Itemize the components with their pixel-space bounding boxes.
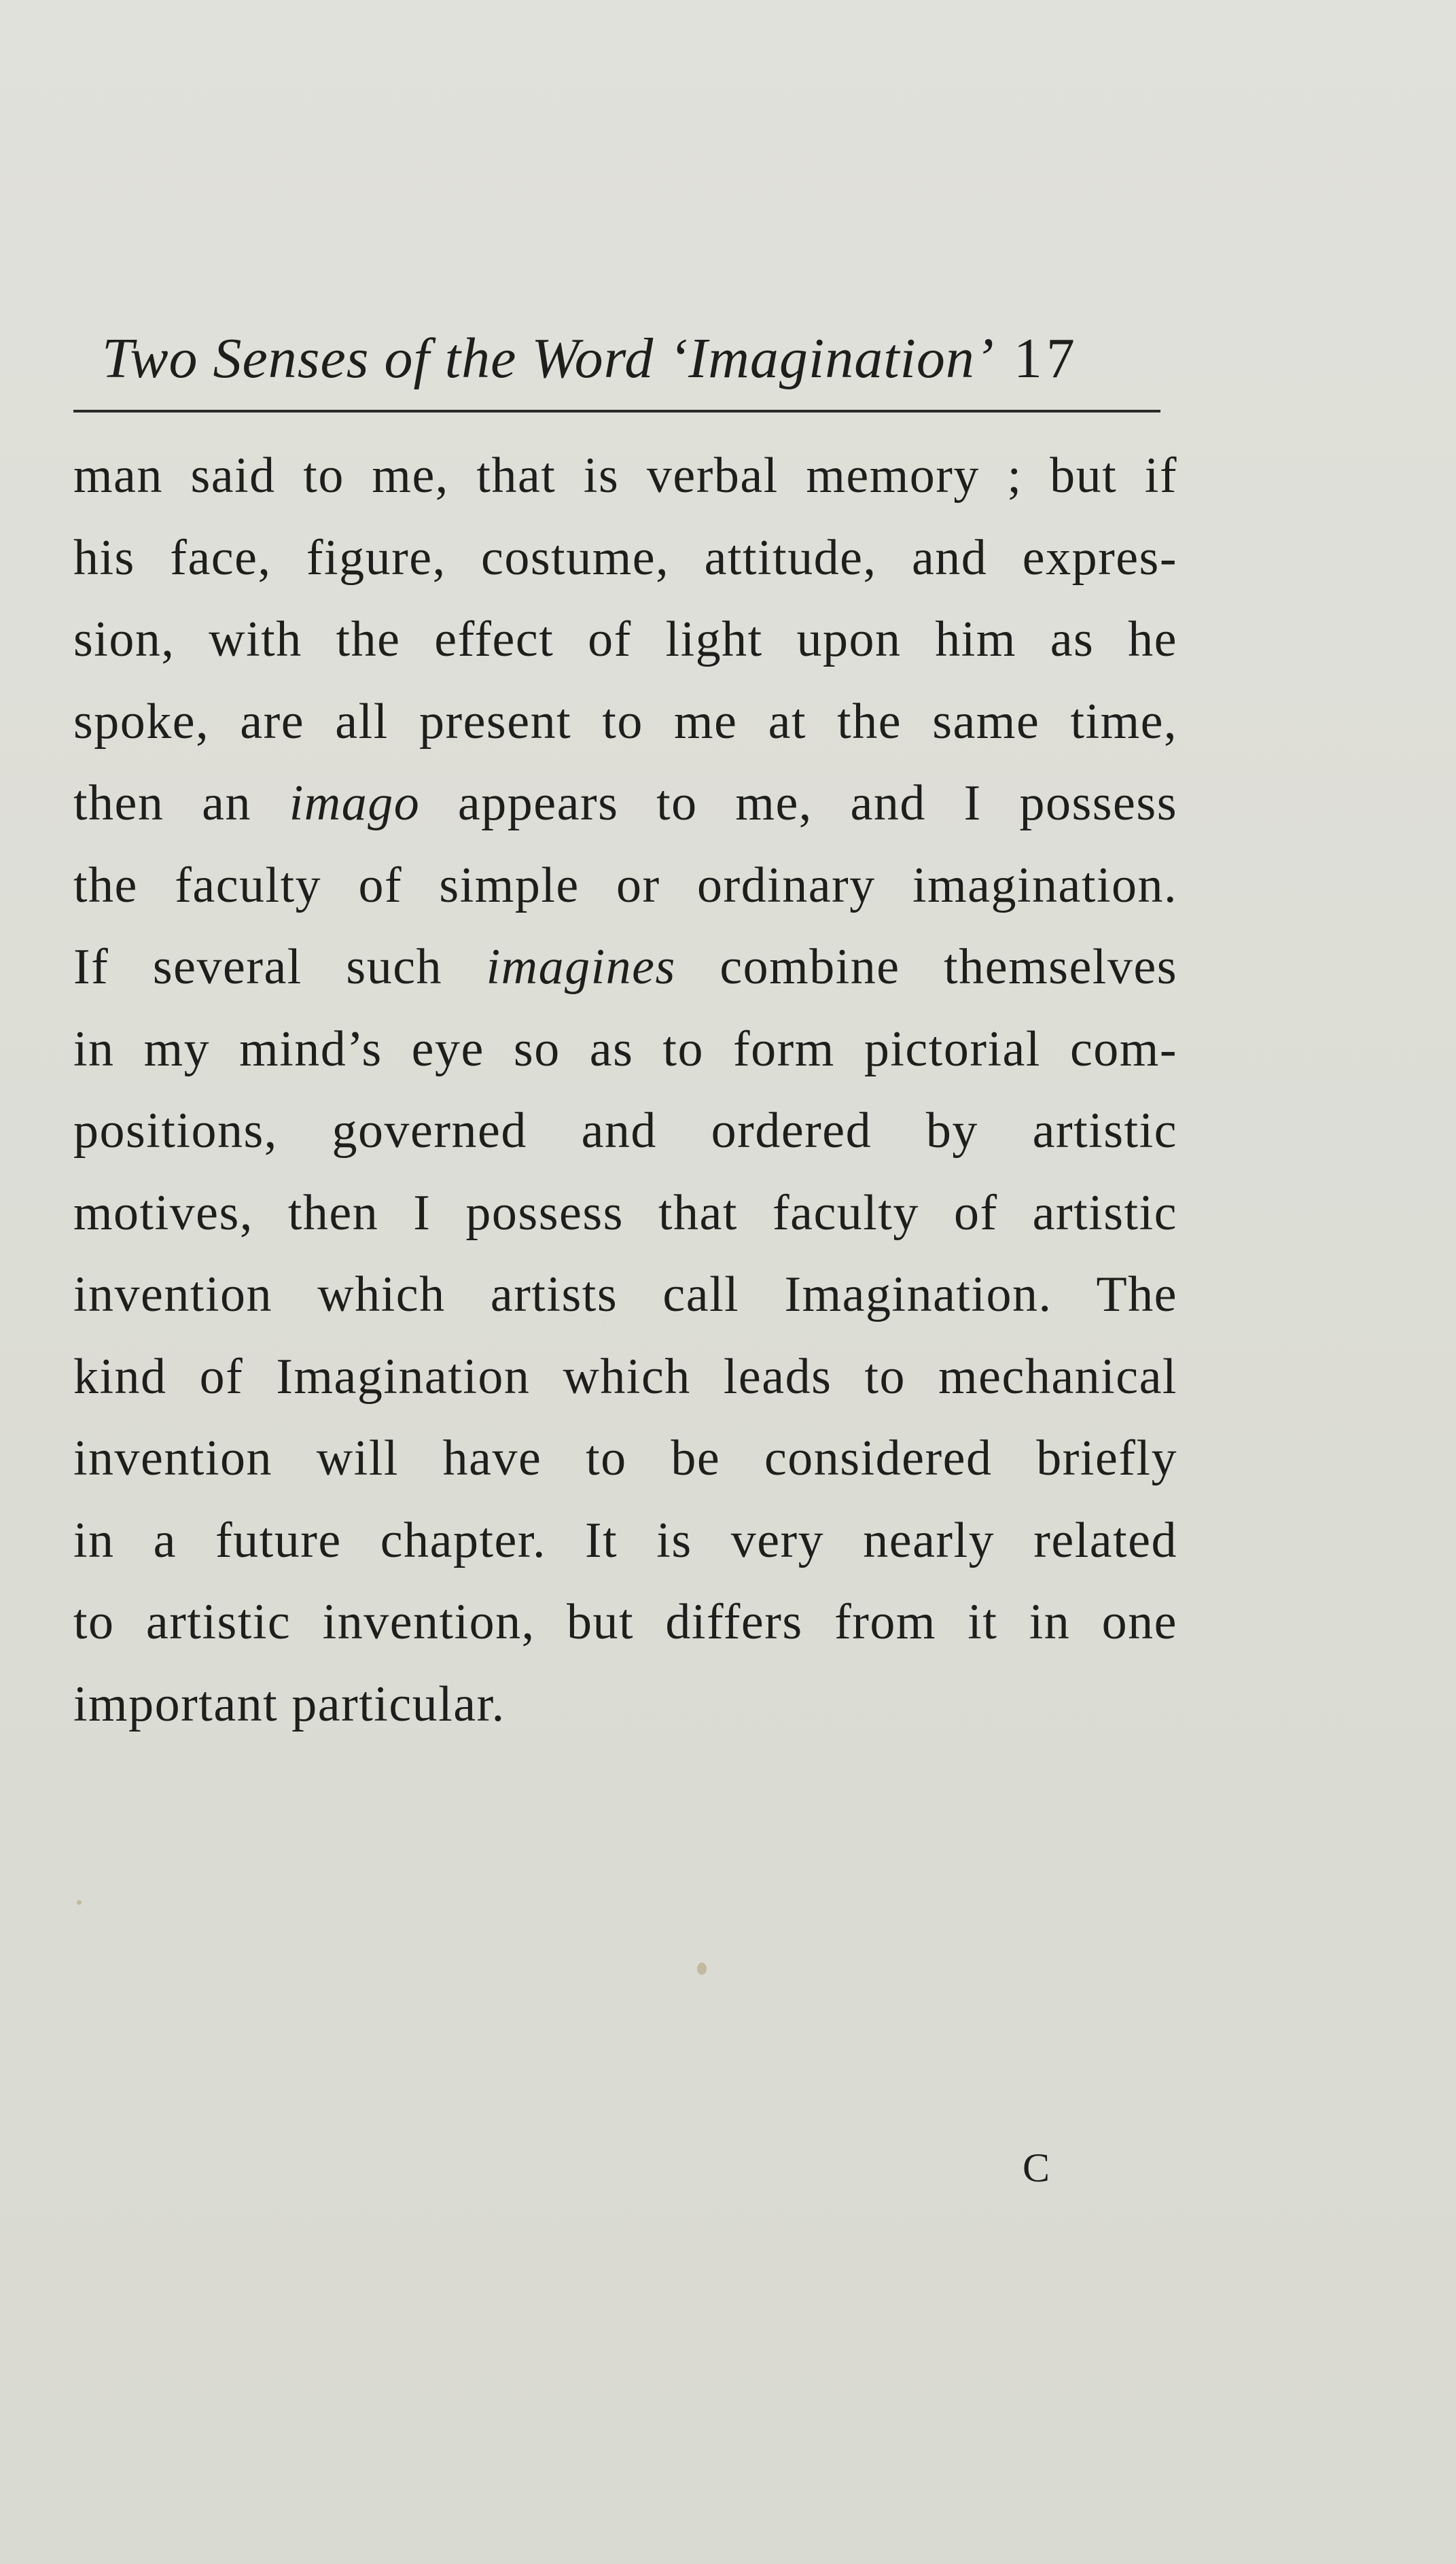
- text-line: kind of Imagination which leads to mechanical: [73, 1348, 1177, 1405]
- italic-term: imago: [289, 775, 421, 831]
- running-head-title: Two Senses of the Word ‘Imagination’: [102, 327, 995, 390]
- running-head: [102, 318, 1162, 400]
- text-line: invention which artists call Imagination. The: [73, 1267, 1177, 1322]
- text-line: man said to me, that is verbal memory ; but if: [73, 448, 1177, 504]
- text-line: the faculty of simple or ordinary imagination.: [73, 857, 1177, 913]
- header-rule: [73, 410, 1160, 412]
- text-line: motives, then I possess that faculty of artistic: [73, 1184, 1177, 1241]
- text-line: in my mind’s eye so as to form pictorial com-: [73, 1021, 1177, 1077]
- text-line: important particular.: [73, 1676, 505, 1732]
- text-line: in a future chapter. It is very nearly related: [73, 1512, 1177, 1568]
- text-line: to artistic invention, but differs from it in one: [73, 1594, 1177, 1650]
- text-line: If several such imagines combine themselves: [73, 939, 1177, 995]
- body-text: [73, 435, 1177, 1745]
- page-number: 17: [1013, 327, 1079, 390]
- paper-speck: [697, 1963, 707, 1975]
- text-line: sion, with the effect of light upon him as he: [73, 612, 1177, 667]
- text-line: invention will have to be considered briefly: [73, 1430, 1177, 1486]
- signature-mark: C: [1023, 2145, 1050, 2190]
- paper-speck: [77, 1900, 82, 1905]
- text-line: spoke, are all present to me at the same time,: [73, 693, 1177, 750]
- text-line: positions, governed and ordered by artistic: [73, 1103, 1177, 1159]
- text-line: then an imago appears to me, and I possess: [73, 775, 1178, 831]
- text-line: his face, figure, costume, attitude, and expres-: [73, 529, 1177, 586]
- italic-term: imagines: [486, 939, 676, 995]
